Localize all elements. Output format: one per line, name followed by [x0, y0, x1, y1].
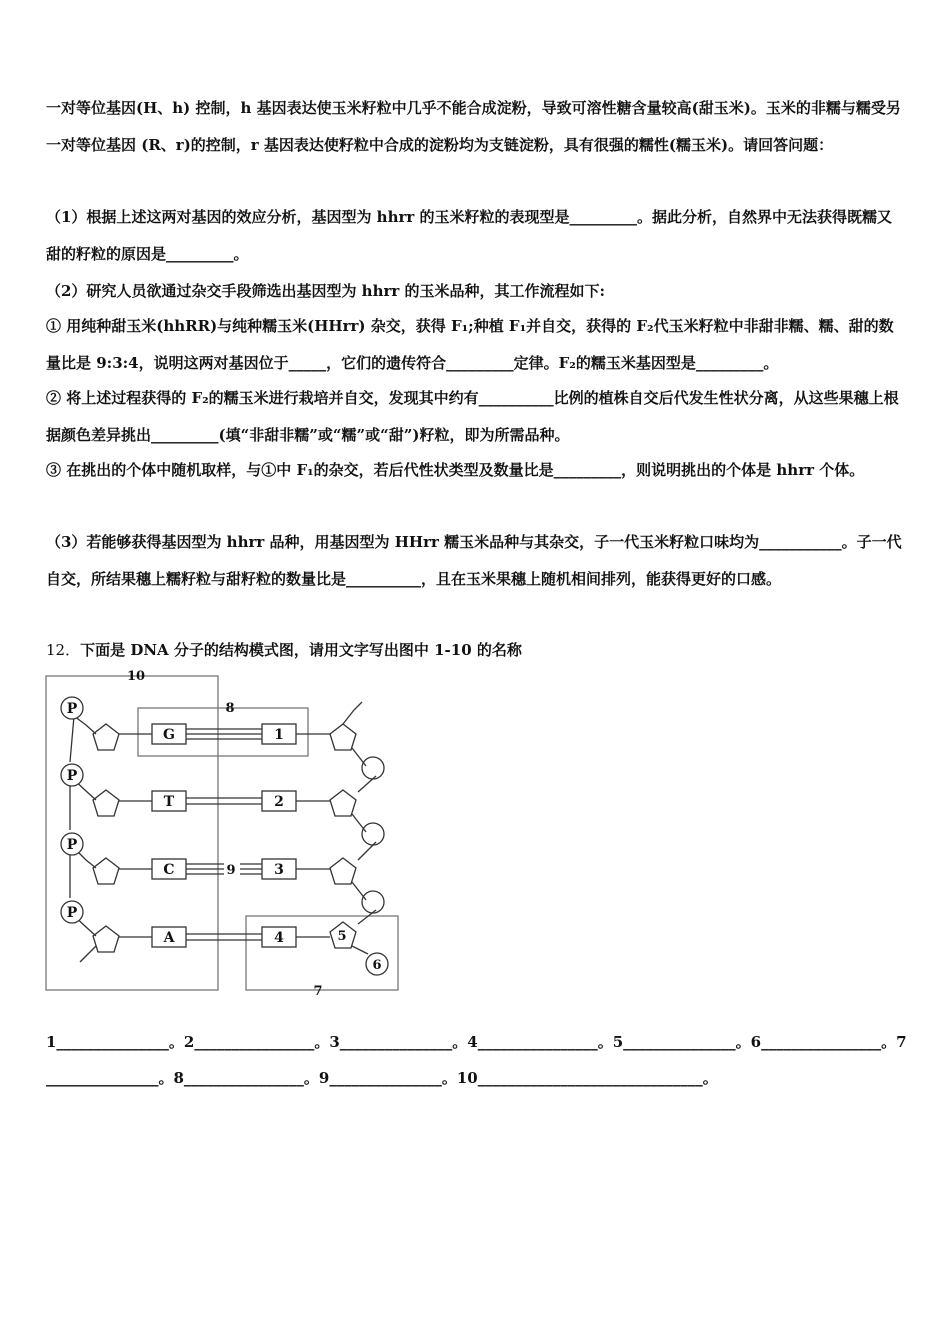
question-3-text: （3）若能够获得基因型为 hhrr 品种，用基因型为 HHrr 糯玉米品种与其杂交，子一代玉米籽粒口味均为___________。子一代自交，所结果穗上糯籽粒与甜籽粒的数量比是__________，且在玉米果穗上随机相间排列，能获得更好的口感。	[46, 533, 902, 588]
label-9: 9	[226, 863, 236, 878]
label-5: 5	[337, 929, 347, 944]
phosphate-label: P	[66, 837, 78, 853]
right-phosphate	[362, 891, 384, 913]
question-2-step-2	[46, 380, 906, 453]
left-sugar	[93, 926, 119, 952]
base-label: G	[163, 727, 175, 743]
base-label: A	[163, 930, 175, 946]
base-label: 4	[274, 930, 284, 946]
question-2-intro-text: （2）研究人员欲通过杂交手段筛选出基因型为 hhrr 的玉米品种，其工作流程如下:	[46, 282, 606, 300]
hydrogen-bond-ta	[186, 798, 262, 804]
label-6: 6	[372, 958, 382, 973]
hydrogen-bond-at	[186, 934, 262, 940]
base-label: 3	[274, 862, 284, 878]
question-2-step-2-text: ② 将上述过程获得的 F₂的糯玉米进行栽培并自交，发现其中约有__________比例的植株自交后代发生性状分离，从这些果穗上根据颜色差异挑出_________(填“非甜非糯”或“糯”或“甜”)籽粒，即为所需品种。	[46, 389, 899, 444]
dna-structure-diagram	[40, 662, 410, 1002]
label-7: 7	[313, 984, 323, 999]
question-2-step-3-text: ③ 在挑出的个体中随机取样，与①中 F₁的杂交，若后代性状类型及数量比是_________，则说明挑出的个体是 hhrr 个体。	[46, 461, 865, 479]
left-sugar	[93, 790, 119, 816]
question-2-step-3	[46, 452, 906, 489]
question-2-step-1	[46, 308, 906, 381]
base-label: C	[163, 862, 175, 878]
question-3	[46, 524, 906, 597]
base-label: 2	[274, 794, 284, 810]
question-1-text: （1）根据上述这两对基因的效应分析，基因型为 hhrr 的玉米籽粒的表现型是_________。据此分析，自然界中无法获得既糯又甜的籽粒的原因是_________。	[46, 208, 893, 263]
answer-blanks	[46, 1024, 908, 1096]
label-10: 10	[126, 669, 146, 684]
question-2-intro	[46, 273, 906, 310]
left-sugar	[93, 724, 119, 750]
phosphate-label: P	[66, 905, 78, 921]
question-12-text: 下面是 DNA 分子的结构模式图，请用文字写出图中 1-10 的名称	[80, 641, 522, 659]
right-phosphate	[362, 823, 384, 845]
base-label: T	[163, 794, 175, 810]
phosphate-label: P	[66, 701, 78, 717]
label-8: 8	[225, 701, 235, 716]
base-label: 1	[274, 727, 284, 743]
hydrogen-bond-cg	[186, 864, 262, 874]
right-phosphate	[362, 757, 384, 779]
left-sugar	[93, 858, 119, 884]
question-12-number: 12．	[46, 641, 81, 659]
phosphate-label: P	[66, 768, 78, 784]
right-sugar	[330, 858, 356, 884]
question-2-step-1-text: ① 用纯种甜玉米(hhRR)与纯种糯玉米(HHrr) 杂交，获得 F₁;种植 F₁并自交，获得的 F₂代玉米籽粒中非甜非糯、糯、甜的数量比是 9:3:4，说明这两对基因位于_____，它们的遗传符合_________定律。F₂的糯玉米基因型是_________。	[46, 317, 894, 372]
right-sugar	[330, 724, 356, 750]
question-1	[46, 199, 906, 272]
intro-paragraph	[46, 90, 906, 163]
answer-blanks-text: 1_______________。2________________。3_______________。4________________。5_______________。6________________。7_______________。8________________。9_______________。10______________________________。	[46, 1033, 907, 1087]
intro-text: 一对等位基因(H、h) 控制，h 基因表达使玉米籽粒中几乎不能合成淀粉，导致可溶性糖含量较高(甜玉米)。玉米的非糯与糯受另一对等位基因 (R、r)的控制，r 基因表达使籽粒中合成的淀粉均为支链淀粉，具有很强的糯性(糯玉米)。请回答问题：	[46, 99, 901, 154]
right-sugar	[330, 790, 356, 816]
hydrogen-bond-gc	[186, 729, 262, 739]
